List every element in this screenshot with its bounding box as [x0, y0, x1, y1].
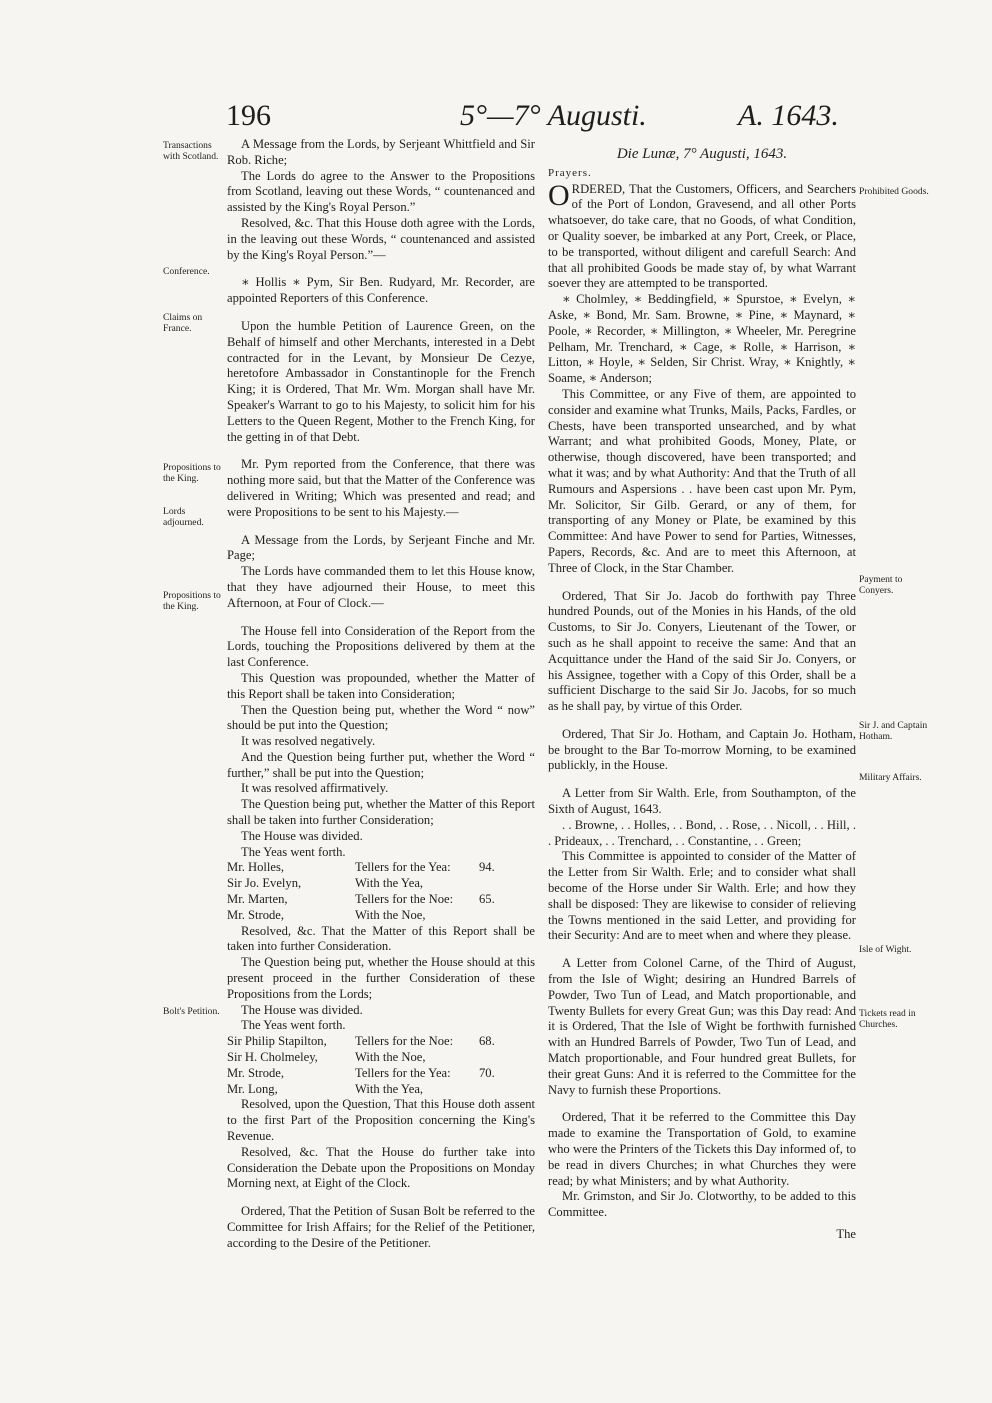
- paragraph-text: RDERED, That the Customers, Officers, and Searchers of the Port of London, Gravesend, and all other Ports whatsoever, do take care, that no Goods, of what Condition, or Quality soever, be imbarked at any Port, Creek, or Place, to be transported, without diligent and carefull Search: And that all prohibited Goods be made stay of, by what Warrant soever they are attempted to be transported.: [548, 181, 856, 291]
- paragraph: The House was divided.: [241, 1002, 363, 1017]
- paragraph: The Yeas went forth.: [241, 844, 346, 859]
- page-year: A. 1643.: [738, 99, 839, 132]
- paragraph: Then the Question being put, whether the Word “ now” should be put into the Question;: [227, 702, 535, 733]
- teller-name: Mr. Strode,: [227, 1065, 285, 1080]
- page-date-heading: 5°—7° Augusti.: [460, 99, 647, 132]
- teller-count: [479, 1082, 519, 1098]
- paragraph: Resolved, &c. That the House do further take into Consideration the Debate upon the Propositions on Monday Morning next, at Eight of the Clock.: [227, 1144, 535, 1191]
- prayers-heading: Prayers.: [548, 166, 592, 179]
- tellers-table: [227, 1034, 535, 1097]
- margin-note: Payment to Conyers.: [859, 574, 903, 596]
- paragraph: A Message from the Lords, by Serjeant Whittfield and Sir Rob. Riche;: [227, 137, 535, 167]
- paragraph: The Question being put, whether the House should at this present proceed in the further Consideration of these Propositions from the Lords;: [227, 955, 535, 1001]
- paragraph: A Letter from Colonel Carne, of the Third of August, from the Isle of Wight; desiring an Hundred Barrels of Powder, Two Tun of Lead, and Match proportionable, and Twenty Bullets for every Great Gun; was this Day read: And it is Ordered, That the Isle of Wight be forthwith furnished with an Hundred Barrels of Powder, Two Tun of Lead, and Match proportionable, and Four hundred great Bullets, for their great Guns: And it is referred to the Committee for the Navy to furnish these Proportions.: [548, 956, 856, 1097]
- paragraph: Ordered, That Sir Jo. Hotham, and Captain Jo. Hotham, be brought to the Bar To-morrow Morning, to be examined publickly, in the House.: [548, 726, 856, 773]
- teller-name: Mr. Holles,: [227, 860, 285, 875]
- tellers-row: [227, 860, 535, 876]
- paragraph: A Letter from Sir Walth. Erle, from Southampton, of the Sixth of August, 1643.: [548, 786, 856, 817]
- teller-role: Tellers for the Yea:: [355, 1065, 451, 1080]
- paragraph: The Lords have commanded them to let this House know, that they have adjourned their House, to meet this Afternoon, at Four of Clock.—: [227, 564, 535, 610]
- paragraph: The Yeas went forth.: [241, 1018, 346, 1033]
- tellers-row: [227, 1082, 535, 1098]
- teller-role: With the Yea,: [355, 876, 424, 891]
- teller-count: [479, 1050, 519, 1066]
- teller-count: [479, 876, 519, 892]
- margin-note: Claims on France.: [163, 312, 203, 334]
- paragraph: A Message from the Lords, by Serjeant Finche and Mr. Page;: [227, 532, 535, 563]
- paragraph: Mr. Grimston, and Sir Jo. Clotworthy, to be added to this Committee.: [548, 1189, 856, 1220]
- teller-count: 70.: [479, 1065, 495, 1080]
- margin-note: Military Affairs.: [859, 772, 922, 783]
- tellers-row: [227, 876, 535, 892]
- teller-name: Sir Jo. Evelyn,: [227, 876, 302, 891]
- page-number: 196: [226, 99, 271, 132]
- tellers-table: [227, 860, 535, 923]
- paragraph: [548, 178, 856, 293]
- paragraph: And the Question being further put, whether the Word “ further,” shall be put into the Question;: [227, 749, 535, 780]
- paragraph: The House fell into Consideration of the Report from the Lords, touching the Propositions delivered by them at the last Conference.: [227, 623, 535, 670]
- paragraph: Resolved, &c. That the Matter of this Report shall be taken into further Consideration.: [227, 923, 535, 954]
- catchword: The: [836, 1227, 856, 1241]
- right-column: [548, 147, 856, 1243]
- teller-count: 94.: [479, 860, 495, 875]
- teller-name: Mr. Marten,: [227, 892, 288, 907]
- paragraph: The Question being put, whether the Matter of this Report shall be taken into further Consideration;: [227, 797, 535, 828]
- paragraph: Upon the humble Petition of Laurence Green, on the Behalf of himself and other Merchants, interested in a Debt contracted for in the Levant, by Monsieur De Cezye, heretofore Ambassador in Constantinople for the French King; it is Ordered, That Mr. Wm. Morgan shall have Mr. Speaker's Warrant to go to his Majesty, to solicit him for his Letters to the Queen Regent, Mother to the French King, for the getting in of that Debt.: [227, 318, 535, 444]
- left-column: [227, 137, 535, 1252]
- margin-note: Transactions with Scotland.: [163, 140, 219, 162]
- paragraph: This Committee, or any Five of them, are appointed to consider and examine what Trunks, Mails, Packs, Fardles, or Chests, have been transported unsearched, and by what Warrant; and what prohibited Goods, Money, Plate, or otherwise, though discovered, have been transported; and what it was; and by what Authority: And that the Truth of all Rumours and Aspersions . . have been cast upon Mr. Pym, Mr. Solicitor, Sir Gilb. Gerard, or any of them, for transporting of any Money or Plate, be examined by this Committee: And have Power to send for Parties, Witnesses, Papers, Records, &c. And are to meet this Afternoon, at Three of Clock, in the Star Chamber.: [548, 386, 856, 575]
- paragraph: Resolved, &c. That this House doth agree with the Lords, in the leaving out these Words, “ countenanced and assisted by the King's Royal Person.”—: [227, 215, 535, 262]
- teller-name: Mr. Long,: [227, 1081, 278, 1096]
- paragraph: It was resolved affirmatively.: [241, 781, 389, 796]
- margin-note: Isle of Wight.: [859, 944, 912, 955]
- teller-role: Tellers for the Yea:: [355, 860, 451, 875]
- teller-name: Sir H. Cholmeley,: [227, 1050, 318, 1065]
- teller-name: Sir Philip Stapilton,: [227, 1034, 327, 1049]
- paragraph: Ordered, That it be referred to the Committee this Day made to examine the Transportation of Gold, to examine who were the Printers of the Tickets this Day informed of, to be read in divers Churches; in what Churches they were read; by what Ministers; and by what Authority.: [548, 1110, 856, 1188]
- teller-role: With the Yea,: [355, 1081, 424, 1096]
- teller-role: Tellers for the Noe:: [355, 892, 454, 907]
- teller-count: 65.: [479, 892, 495, 907]
- margin-note: Sir J. and Captain Hotham.: [859, 720, 928, 742]
- section-title: Die Lunæ, 7° Augusti, 1643.: [616, 146, 788, 162]
- tellers-row: [227, 1050, 535, 1066]
- tellers-row: [227, 908, 535, 924]
- paragraph: Mr. Pym reported from the Conference, that there was nothing more said, but that the Matter of the Conference was delivered in Writing; Which was presented and read; and were Propositions to be sent to his Majesty.—: [227, 457, 535, 519]
- paragraph: The House was divided.: [241, 828, 363, 843]
- paragraph: This Question was propounded, whether the Matter of this Report shall be taken into Consideration;: [227, 670, 535, 701]
- paragraph: Ordered, That Sir Jo. Jacob do forthwith pay Three hundred Pounds, out of the Monies in his Hands, of the old Customs, to Sir Jo. Conyers, Lieutenant of the Tower, or such as he shall appoint to receive the same: And that an Acquittance under the Hand of the said Sir Jo. Conyers, or his Assignee, together with a Copy of this Order, shall be a sufficient Discharge to the said Sir Jo. Jacobs, for so much as he shall pay, by virtue of this Order.: [548, 588, 856, 714]
- margin-note: Lords adjourned.: [163, 506, 204, 528]
- drop-cap: O: [548, 178, 570, 212]
- teller-role: With the Noe,: [355, 907, 426, 922]
- margin-note: Tickets read in Churches.: [859, 1008, 916, 1030]
- tellers-row: [227, 1034, 535, 1050]
- paragraph: ∗ Hollis ∗ Pym, Sir Ben. Rudyard, Mr. Recorder, are appointed Reporters of this Conference.: [227, 275, 535, 306]
- margin-note: Propositions to the King.: [163, 462, 221, 484]
- paragraph: Resolved, upon the Question, That this House doth assent to the first Part of the Proposition concerning the King's Revenue.: [227, 1097, 535, 1144]
- tellers-row: [227, 1066, 535, 1082]
- teller-count: [479, 908, 519, 924]
- paragraph: The Lords do agree to the Answer to the Propositions from Scotland, leaving out these Words, “ countenanced and assisted by the King's Royal Person.”: [227, 168, 535, 215]
- margin-note: Bolt's Petition.: [163, 1006, 220, 1017]
- paragraph: Ordered, That the Petition of Susan Bolt be referred to the Committee for Irish Affairs; for the Relief of the Petitioner, according to the Desire of the Petitioner.: [227, 1204, 535, 1250]
- margin-note: Prohibited Goods.: [859, 186, 929, 197]
- paragraph: . . Browne, . . Holles, . . Bond, . . Rose, . . Nicoll, . . Hill, . . Prideaux, . . Trenchard, . . Constantine, . . Green;: [548, 817, 856, 848]
- paragraph: This Committee is appointed to consider of the Matter of the Letter from Sir Walth. Erle; and to consider what shall become of the Horse under Sir Walth. Erle; and how they shall be disposed: They are likewise to consider of relieving the Towns mentioned in the said Letter, and providing for their Security: And are to meet when and where they please.: [548, 849, 856, 943]
- teller-count: 68.: [479, 1034, 495, 1049]
- paragraph: ∗ Cholmley, ∗ Beddingfield, ∗ Spurstoe, ∗ Evelyn, ∗ Aske, ∗ Bond, Mr. Sam. Browne, ∗ Pine, ∗ Maynard, ∗ Poole, ∗ Recorder, ∗ Millington, ∗ Wheeler, Mr. Peregrine Pelham, Mr. Trenchard, ∗ Cage, ∗ Rolle, ∗ Harrison, ∗ Litton, ∗ Hoyle, ∗ Selden, Sir Christ. Wray, ∗ Knightly, ∗ Soame, ∗ Anderson;: [548, 292, 856, 386]
- teller-name: Mr. Strode,: [227, 907, 285, 922]
- tellers-row: [227, 892, 535, 908]
- teller-role: With the Noe,: [355, 1050, 426, 1065]
- margin-note: Propositions to the King.: [163, 590, 221, 612]
- paragraph: It was resolved negatively.: [241, 734, 376, 749]
- teller-role: Tellers for the Noe:: [355, 1034, 454, 1049]
- margin-note: Conference.: [163, 266, 210, 277]
